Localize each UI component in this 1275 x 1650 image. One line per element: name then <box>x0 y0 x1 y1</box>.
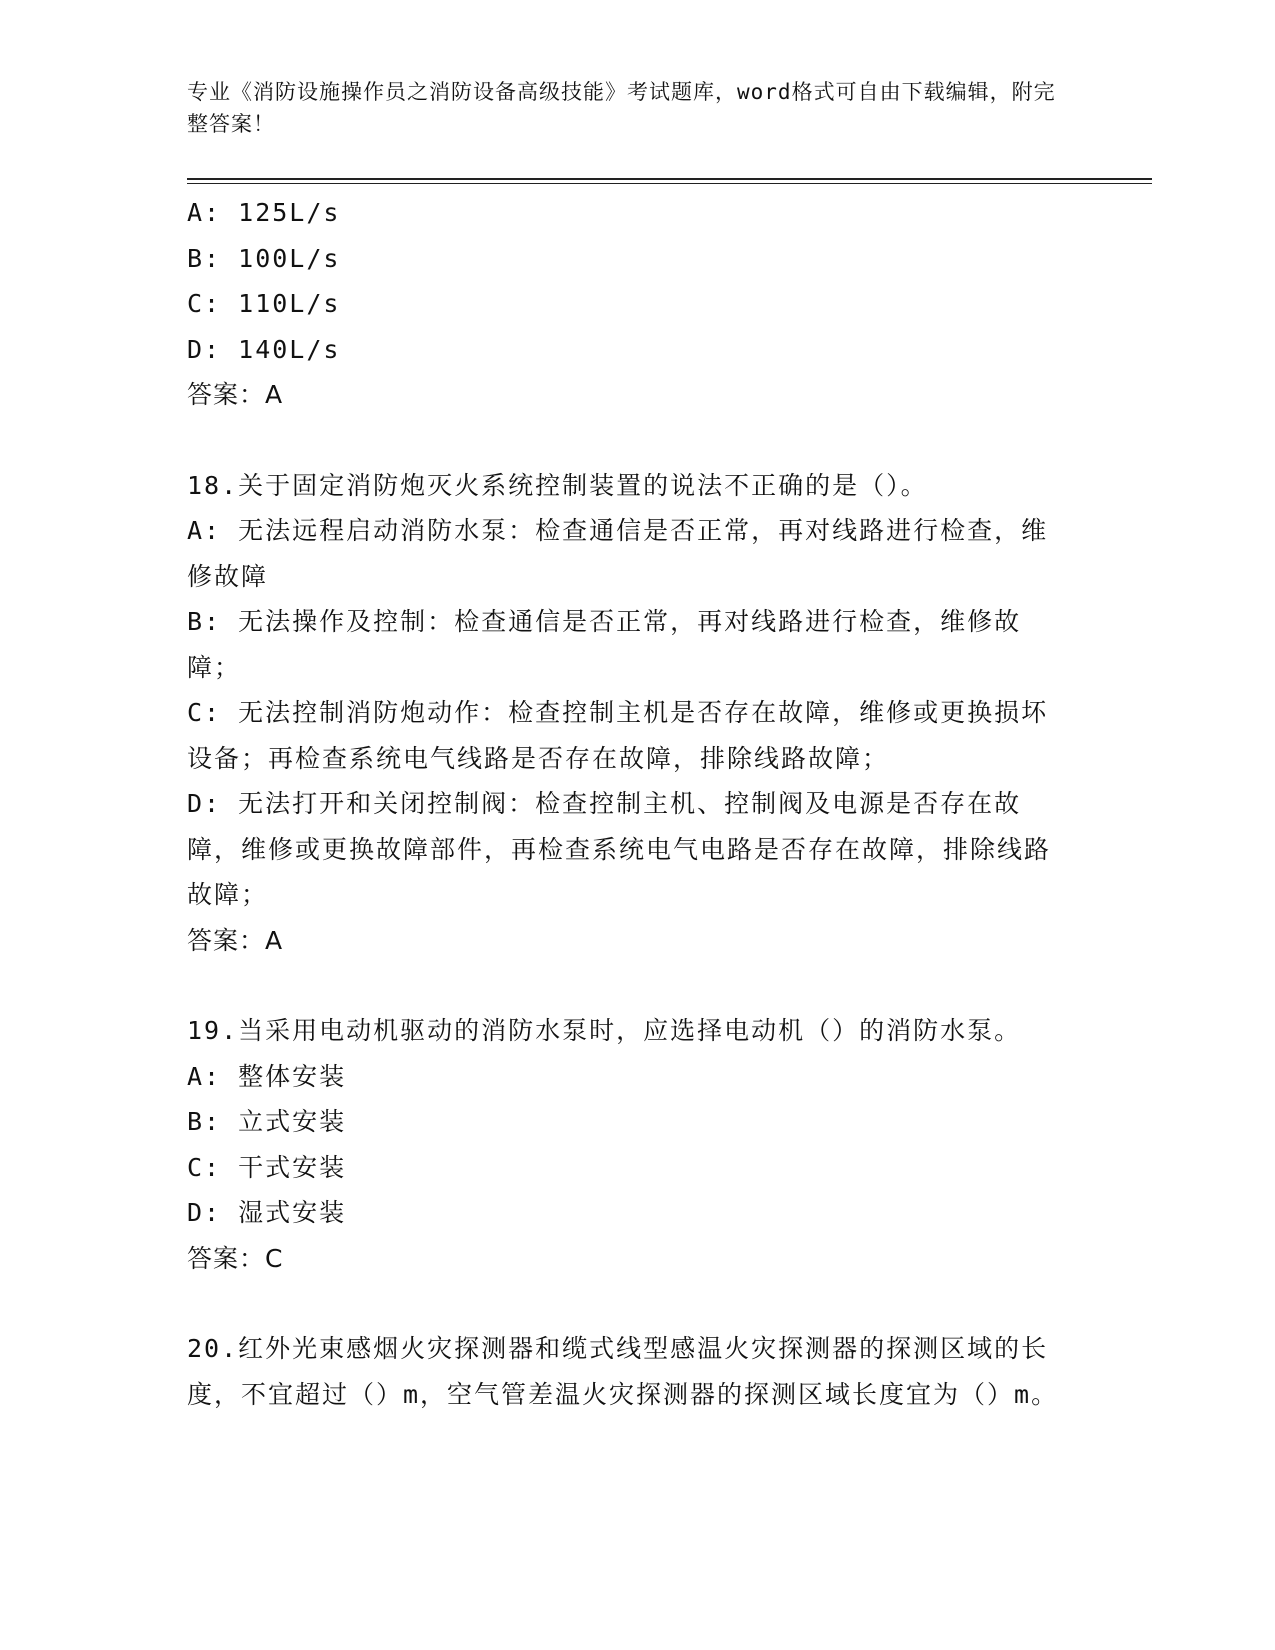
header-divider-thick <box>187 178 1152 180</box>
q18-option-c: C: 无法控制消防炮动作：检查控制主机是否存在故障，维修或更换损坏设备；再检查系统电气线路是否存在故障，排除线路故障； <box>187 698 1049 773</box>
q18-answer: 答案：A <box>187 925 284 955</box>
q20-question: 20.红外光束感烟火灾探测器和缆式线型感温火灾探测器的探测区域的长度，不宜超过（）m，空气管差温火灾探测器的探测区域长度宜为（）m。 <box>187 1334 1059 1409</box>
question-content <box>187 190 1067 1417</box>
q19-option-c: C: 干式安装 <box>187 1152 347 1182</box>
q19-answer: 答案：C <box>187 1243 284 1273</box>
q19-option-b: B: 立式安装 <box>187 1107 347 1136</box>
q19-option-d: D: 湿式安装 <box>187 1198 347 1227</box>
q18-option-a: A: 无法远程启动消防水泵：检查通信是否正常，再对线路进行检查，维修故障 <box>187 516 1049 591</box>
q19-question: 19.当采用电动机驱动的消防水泵时，应选择电动机（）的消防水泵。 <box>187 1016 1022 1045</box>
q17-option-c: C: 110L/s <box>187 289 341 318</box>
q18-option-b: B: 无法操作及控制：检查通信是否正常，再对线路进行检查，维修故障； <box>187 607 1022 682</box>
document-header: 专业《消防设施操作员之消防设备高级技能》考试题库，word格式可自由下载编辑，附完整答案！ <box>187 80 1056 136</box>
q18-question: 18.关于固定消防炮灭火系统控制装置的说法不正确的是（）。 <box>187 470 928 500</box>
q17-option-b: B: 100L/s <box>187 243 341 273</box>
q18-option-d: D: 无法打开和关闭控制阀：检查控制主机、控制阀及电源是否存在故障，维修或更换故障部件，再检查系统电气电路是否存在故障，排除线路故障； <box>187 789 1052 909</box>
header-divider-thin <box>187 183 1152 184</box>
q17-option-d: D: 140L/s <box>187 334 341 364</box>
q17-option-a: A: 125L/s <box>187 198 341 227</box>
question-18-block <box>187 463 1067 964</box>
q19-option-a: A: 整体安装 <box>187 1061 347 1091</box>
question-17-block <box>187 190 1067 418</box>
q17-answer: 答案：A <box>187 380 284 409</box>
question-20-block <box>187 1326 1067 1417</box>
question-19-block <box>187 1008 1067 1281</box>
